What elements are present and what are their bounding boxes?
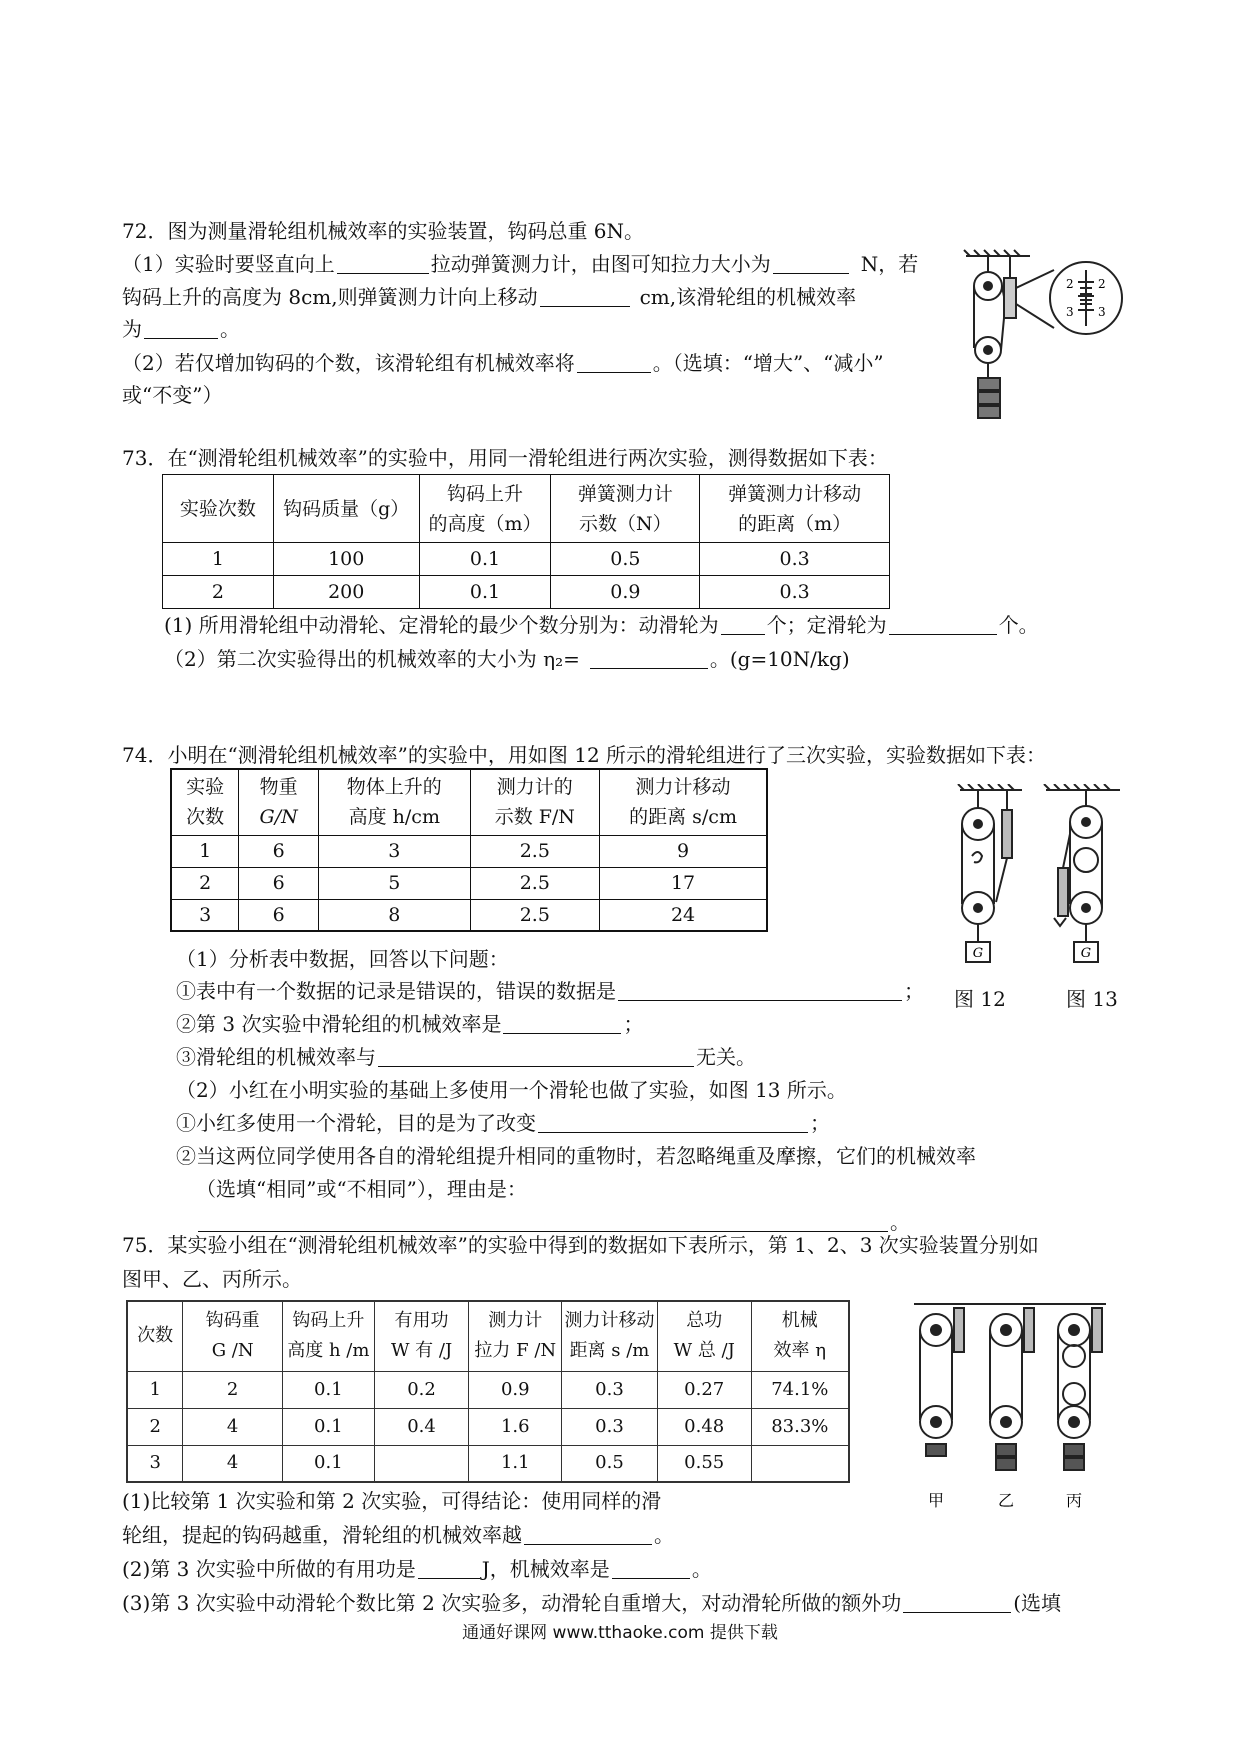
q74-s7: ②当这两位同学使用各自的滑轮组提升相同的重物时，若忽略绳重及摩擦，它们的机械效率 <box>176 1144 976 1168</box>
table-cell: 0.4 <box>374 1408 469 1445</box>
q72-text: （1）实验时要竖直向上 <box>122 252 335 276</box>
table-cell: 17 <box>600 867 767 899</box>
q72-title: 72．图为测量滑轮组机械效率的实验装置，钩码总重 6N。 <box>122 219 645 243</box>
q74-text: ； <box>810 1111 830 1135</box>
table-cell: 0.48 <box>657 1408 751 1445</box>
q73-text: 。(g=10N/kg) <box>709 647 850 671</box>
table-header-row <box>163 475 890 543</box>
q72-pulley-figure <box>958 248 1128 428</box>
table-cell: 0.1 <box>282 1408 374 1445</box>
table-header-cell: 实验次数 <box>163 475 274 543</box>
table-cell: 6 <box>239 867 319 899</box>
scale-label: 3 <box>1098 305 1106 319</box>
q72-part2-line2: 或“不变”） <box>122 383 223 407</box>
figure-label: 甲 <box>927 1491 945 1510</box>
q73-text: (1) 所用滑轮组中动滑轮、定滑轮的最少个数分别为：动滑轮为 <box>164 613 719 637</box>
q72-part1 <box>122 249 918 279</box>
q75-title-line2: 图甲、乙、丙所示。 <box>122 1267 302 1291</box>
table-cell: 8 <box>319 899 470 931</box>
table-row <box>163 576 890 609</box>
q74-s2 <box>176 976 924 1006</box>
q73-title: 73．在“测滑轮组机械效率”的实验中，用同一滑轮组进行两次实验，测得数据如下表： <box>122 446 888 470</box>
answer-blank[interactable] <box>538 1112 808 1133</box>
q74-text: ①表中有一个数据的记录是错误的，错误的数据是 <box>176 979 616 1003</box>
table-header-cell: 弹簧测力计移动 的距离（m） <box>700 475 890 543</box>
scale-label: 2 <box>1098 277 1106 291</box>
q72-text: 钩码上升的高度为 8cm,则弹簧测力计向上移动 <box>122 285 538 309</box>
q72-text: N，若 <box>860 252 919 276</box>
answer-blank[interactable] <box>144 318 218 339</box>
figure-13-caption: 图 13 <box>1066 987 1118 1011</box>
figure-13 <box>1040 784 1130 970</box>
table-header-cell: 测力计移动 距离 s /m <box>562 1301 658 1371</box>
table-cell: 5 <box>319 867 470 899</box>
table-header-cell: 物重 G/N <box>239 769 319 835</box>
table-cell: 2.5 <box>470 835 600 867</box>
answer-blank[interactable] <box>773 253 849 274</box>
table-cell: 0.3 <box>700 543 890 576</box>
q73-text: 个。 <box>998 613 1039 637</box>
weight-label: G <box>1080 946 1092 961</box>
q73-part2 <box>164 644 850 674</box>
q75-text: 轮组，提起的钩码越重，滑轮组的机械效率越 <box>122 1523 522 1547</box>
q75-s3 <box>122 1554 712 1584</box>
table-row <box>127 1445 849 1482</box>
q72-text: 拉动弹簧测力计，由图可知拉力大小为 <box>430 252 771 276</box>
table-header-cell: 机械 效率 η <box>751 1301 849 1371</box>
q74-s1: （1）分析表中数据，回答以下问题： <box>176 947 509 971</box>
table-header-cell: 实验 次数 <box>171 769 239 835</box>
table-cell: 4 <box>183 1445 283 1482</box>
q75-title: 75．某实验小组在“测滑轮组机械效率”的实验中得到的数据如下表所示，第 1、2、3 次实验装置分别如 <box>122 1233 1039 1257</box>
table-cell: 0.5 <box>562 1445 658 1482</box>
q74-text: 无关。 <box>696 1045 756 1069</box>
q74-s8: （选填“相同”或“不相同”），理由是： <box>196 1177 527 1201</box>
table-cell: 1.6 <box>469 1408 562 1445</box>
table-cell: 0.9 <box>469 1371 562 1408</box>
q72-text: 。（选填：“增大”、“减小” <box>652 351 884 375</box>
table-cell: 2 <box>183 1371 283 1408</box>
table-header-cell: 测力计移动 的距离 s/cm <box>600 769 767 835</box>
q75-text: (选填 <box>1013 1591 1062 1615</box>
answer-blank[interactable] <box>418 1558 480 1579</box>
table-header-cell: 钩码上升 高度 h /m <box>282 1301 374 1371</box>
table-cell: 0.3 <box>562 1371 658 1408</box>
q72-part1-line3 <box>122 314 240 344</box>
q72-text: 。 <box>220 317 240 341</box>
figure-label: 丙 <box>1065 1491 1083 1510</box>
table-header-row <box>127 1301 849 1371</box>
q75-text: J，机械效率是 <box>481 1557 610 1581</box>
table-cell: 2 <box>127 1408 183 1445</box>
table-cell: 0.3 <box>562 1408 658 1445</box>
table-cell: 0.1 <box>282 1445 374 1482</box>
q74-s5: （2）小红在小明实验的基础上多使用一个滑轮也做了实验，如图 13 所示。 <box>176 1078 847 1102</box>
table-header-cell: 钩码上升 的高度（m） <box>419 475 551 543</box>
q72-text: cm,该滑轮组的机械效率 <box>639 285 857 309</box>
q75-s1: (1)比较第 1 次实验和第 2 次实验，可得结论：使用同样的滑 <box>122 1489 662 1513</box>
answer-blank[interactable] <box>503 1013 621 1034</box>
table-cell: 6 <box>239 835 319 867</box>
table-cell: 3 <box>127 1445 183 1482</box>
q73-text: 个；定滑轮为 <box>766 613 887 637</box>
q75-text: (3)第 3 次实验中动滑轮个数比第 2 次实验多，动滑轮自重增大，对动滑轮所做的额外功 <box>122 1591 902 1615</box>
answer-blank[interactable] <box>540 286 630 307</box>
figure-label: 乙 <box>997 1491 1015 1510</box>
q73-text: （2）第二次实验得出的机械效率的大小为 η₂= <box>164 647 580 671</box>
table-cell: 2.5 <box>470 867 600 899</box>
table-cell: 1 <box>127 1371 183 1408</box>
table-header-cell: 钩码质量（g） <box>273 475 419 543</box>
table-cell: 0.55 <box>657 1445 751 1482</box>
table-cell: 3 <box>319 835 470 867</box>
figure-12-caption: 图 12 <box>954 987 1006 1011</box>
table-header-cell: 测力计的 示数 F/N <box>470 769 600 835</box>
answer-blank[interactable] <box>721 614 765 635</box>
q74-text: ； <box>623 1012 644 1036</box>
answer-blank[interactable] <box>903 1592 1011 1613</box>
q74-title: 74．小明在“测滑轮组机械效率”的实验中，用如图 12 所示的滑轮组进行了三次实验，实验数据如下表： <box>122 743 1047 767</box>
table-cell: 9 <box>600 835 767 867</box>
answer-blank[interactable] <box>889 614 997 635</box>
table-header-row <box>171 769 767 835</box>
q75-text: 。 <box>654 1523 674 1547</box>
answer-blank[interactable] <box>378 1046 694 1067</box>
table-cell <box>751 1445 849 1482</box>
q72-part2 <box>122 348 884 378</box>
q75-text: (2)第 3 次实验中所做的有用功是 <box>122 1557 416 1581</box>
q72-text: 为 <box>122 317 142 341</box>
table-cell: 74.1% <box>751 1371 849 1408</box>
table-cell <box>374 1445 469 1482</box>
table-cell: 4 <box>183 1408 283 1445</box>
q75-pulley-figures <box>900 1298 1120 1514</box>
table-cell: 0.5 <box>551 543 700 576</box>
q75-s4 <box>122 1588 1061 1618</box>
table-cell: 3 <box>171 899 239 931</box>
table-header-cell: 弹簧测力计 示数（N） <box>551 475 700 543</box>
q74-s4 <box>176 1042 756 1072</box>
table-cell: 200 <box>273 576 419 609</box>
table-cell: 0.2 <box>374 1371 469 1408</box>
table-cell: 2 <box>171 867 239 899</box>
answer-blank[interactable] <box>577 352 651 373</box>
q74-text: ； <box>904 979 924 1003</box>
table-header-cell: 总功 W 总 /J <box>657 1301 751 1371</box>
q73-part1 <box>164 610 1039 640</box>
table-cell: 0.27 <box>657 1371 751 1408</box>
table-cell: 6 <box>239 899 319 931</box>
table-cell: 1.1 <box>469 1445 562 1482</box>
answer-blank[interactable] <box>590 648 708 669</box>
q72-part1-line2 <box>122 282 856 312</box>
q74-text: ①小红多使用一个滑轮，目的是为了改变 <box>176 1111 536 1135</box>
answer-blank[interactable] <box>618 980 902 1001</box>
q73-data-table <box>162 474 890 609</box>
answer-blank[interactable] <box>337 253 429 274</box>
answer-blank[interactable] <box>612 1558 690 1579</box>
table-cell: 0.1 <box>419 576 551 609</box>
table-row <box>171 835 767 867</box>
table-cell: 0.1 <box>282 1371 374 1408</box>
table-cell: 2.5 <box>470 899 600 931</box>
figure-12 <box>950 784 1040 970</box>
q74-text: ③滑轮组的机械效率与 <box>176 1045 376 1069</box>
table-header-cell: 次数 <box>127 1301 183 1371</box>
q74-s3 <box>176 1009 643 1039</box>
table-row <box>163 543 890 576</box>
table-cell: 83.3% <box>751 1408 849 1445</box>
table-cell: 0.3 <box>700 576 890 609</box>
table-row <box>127 1371 849 1408</box>
table-cell: 1 <box>163 543 274 576</box>
table-cell: 0.9 <box>551 576 700 609</box>
q72-text: （2）若仅增加钩码的个数，该滑轮组有机械效率将 <box>122 351 575 375</box>
table-cell: 2 <box>163 576 274 609</box>
weight-label: G <box>972 946 984 961</box>
table-header-cell: 测力计 拉力 F /N <box>469 1301 562 1371</box>
answer-blank[interactable] <box>198 1211 888 1232</box>
q74-text: ②第 3 次实验中滑轮组的机械效率是 <box>176 1012 502 1036</box>
table-cell: 1 <box>171 835 239 867</box>
q75-s2 <box>122 1520 674 1550</box>
q74-data-table <box>170 768 768 932</box>
table-cell: 24 <box>600 899 767 931</box>
page-footer: 通通好课网 www.tthaoke.com 提供下载 <box>462 1623 778 1643</box>
table-header-cell: 物体上升的 高度 h/cm <box>319 769 470 835</box>
q75-data-table <box>126 1300 850 1483</box>
scale-label: 3 <box>1066 305 1074 319</box>
table-header-cell: 有用功 W 有 /J <box>374 1301 469 1371</box>
table-cell: 0.1 <box>419 543 551 576</box>
scale-label: 2 <box>1066 277 1074 291</box>
table-row <box>171 867 767 899</box>
table-row <box>171 899 767 931</box>
answer-blank[interactable] <box>524 1524 652 1545</box>
table-header-cell: 钩码重 G /N <box>183 1301 283 1371</box>
table-cell: 100 <box>273 543 419 576</box>
q75-text: 。 <box>691 1557 712 1581</box>
q74-s6 <box>176 1108 830 1138</box>
q74-text: 。 <box>890 1210 910 1234</box>
table-row <box>127 1408 849 1445</box>
